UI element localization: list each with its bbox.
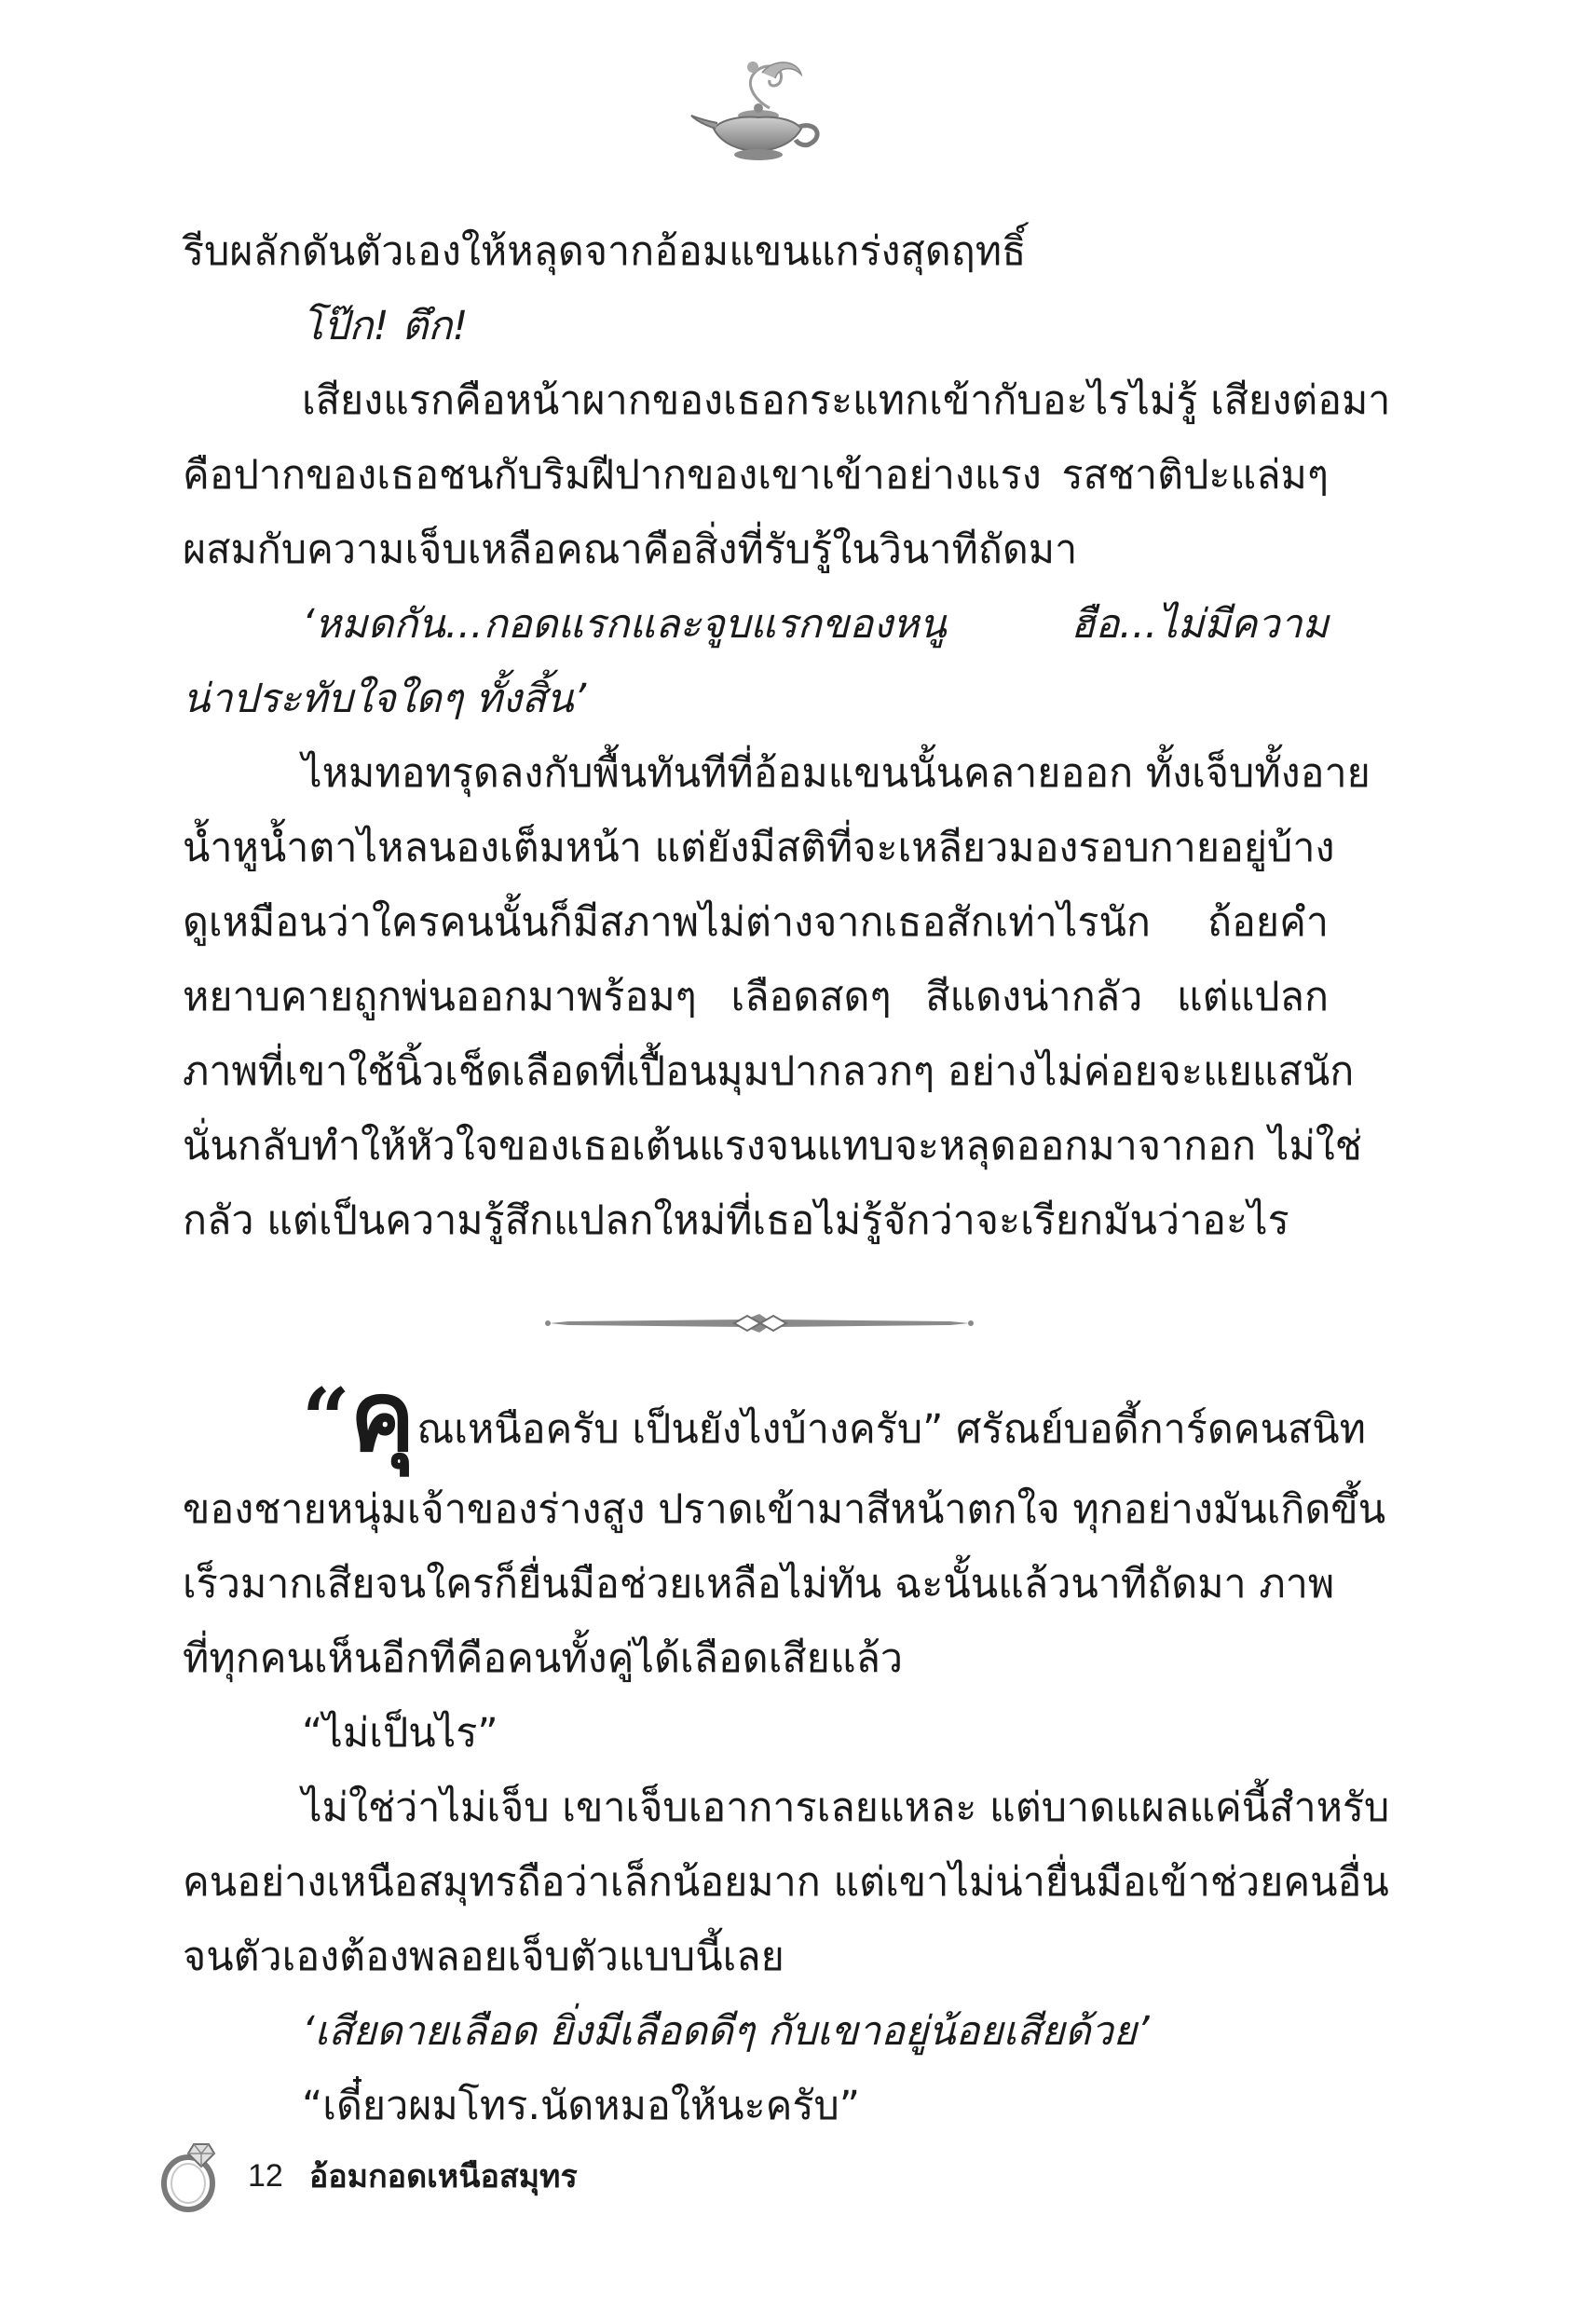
text-line: รีบผลักดันตัวเองให้หลุดจากอ้อมแขนแกร่งสุดฤทธิ์ — [183, 228, 1027, 275]
text-line: ‘หมดกัน...กอดแรกและจูบแรกของหนู ฮือ...ไม่มีความ — [302, 601, 1329, 648]
text-line: ไหมทอทรุดลงกับพื้นทันทีที่อ้อมแขนนั้นคลายออก ทั้งเจ็บทั้งอาย — [302, 750, 1371, 797]
text-line: ดูเหมือนว่าใครคนนั้นก็มีสภาพไม่ต่างจากเธอสักเท่าไรนัก ถ้อยคำ — [183, 899, 1329, 946]
text-line: ภาพที่เขาใช้นิ้วเช็ดเลือดที่เปื้อนมุมปากลวกๆ อย่างไม่ค่อยจะแยแสนัก — [183, 1048, 1355, 1095]
text-line: นั่นกลับทำให้หัวใจของเธอเต้นแรงจนแทบจะหลุดออกมาจากอก ไม่ใช่ — [183, 1123, 1362, 1169]
drop-cap-line — [183, 1359, 1366, 1473]
text-line: “เดี๋ยวผมโทร.นัดหมอให้นะครับ” — [302, 2083, 861, 2129]
page-footer — [158, 2134, 578, 2218]
ornamental-divider-icon — [540, 1305, 978, 1342]
text-line: ‘เสียดายเลือด ยิ่งมีเลือดดีๆ กับเขาอยู่น้อยเสียด้วย’ — [302, 2008, 1150, 2055]
text-line: เร็วมากเสียจนใครก็ยื่นมือช่วยเหลือไม่ทัน ฉะนั้นแล้วนาทีถัดมา ภาพ — [183, 1561, 1335, 1607]
diamond-ring-icon — [158, 2139, 224, 2213]
dropcap-letter: คุ — [349, 1359, 416, 1473]
lower-text-block — [183, 1359, 1390, 2143]
text-line: น่าประทับใจใดๆ ทั้งสิ้น’ — [183, 676, 587, 722]
text-line: น้ำหูน้ำตาไหลนองเต็มหน้า แต่ยังมีสติที่จะเหลียวมองรอบกายอยู่บ้าง — [183, 825, 1335, 871]
text-line: คนอย่างเหนือสมุทรถือว่าเล็กน้อยมาก แต่เขาไม่น่ายื่นมือเข้าช่วยคนอื่น — [183, 1859, 1389, 1906]
text-line: จนตัวเองต้องพลอยเจ็บตัวแบบนี้เลย — [183, 1934, 784, 1980]
upper-text-block — [183, 214, 1391, 1258]
text-line: โป๊ก! ตึก! — [302, 303, 469, 349]
text-line: “ไม่เป็นไร” — [302, 1710, 498, 1757]
text-line: หยาบคายถูกพ่นออกมาพร้อมๆ เลือดสดๆ สีแดงน่ากลัว แต่แปลก — [183, 974, 1329, 1020]
text-line: ผสมกับความเจ็บเหลือคณาคือสิ่งที่รับรู้ในวินาทีถัดมา — [183, 526, 1078, 573]
text-line: กลัว แต่เป็นความรู้สึกแปลกใหม่ที่เธอไม่รู้จักว่าจะเรียกมันว่าอะไร — [183, 1197, 1289, 1244]
text-line: คือปากของเธอชนกับริมฝีปากของเขาเข้าอย่างแรง รสชาติปะแล่มๆ — [183, 452, 1329, 499]
text-line: ของชายหนุ่มเจ้าของร่างสูง ปราดเข้ามาสีหน้าตกใจ ทุกอย่างมันเกิดขึ้น — [183, 1486, 1386, 1533]
text-line: ที่ทุกคนเห็นอีกทีคือคนทั้งคู่ได้เลือดเสียแล้ว — [183, 1635, 904, 1682]
page-number: 12 — [248, 2157, 283, 2194]
text-line: ไม่ใช่ว่าไม่เจ็บ เขาเจ็บเอาการเลยแหละ แต่บาดแผลแค่นี้สำหรับ — [302, 1785, 1390, 1831]
text-line: ณเหนือครับ เป็นยังไงบ้างครับ” ศรัณย์บอดี้การ์ดคนสนิท — [416, 1406, 1366, 1453]
text-line: เสียงแรกคือหน้าผากของเธอกระแทกเข้ากับอะไรไม่รู้ เสียงต่อมา — [302, 377, 1391, 424]
genie-lamp-icon — [688, 54, 827, 166]
book-title: อ้อมกอดเหนือสมุทร — [308, 2158, 578, 2195]
dropcap-quote: “ — [302, 1370, 350, 1469]
